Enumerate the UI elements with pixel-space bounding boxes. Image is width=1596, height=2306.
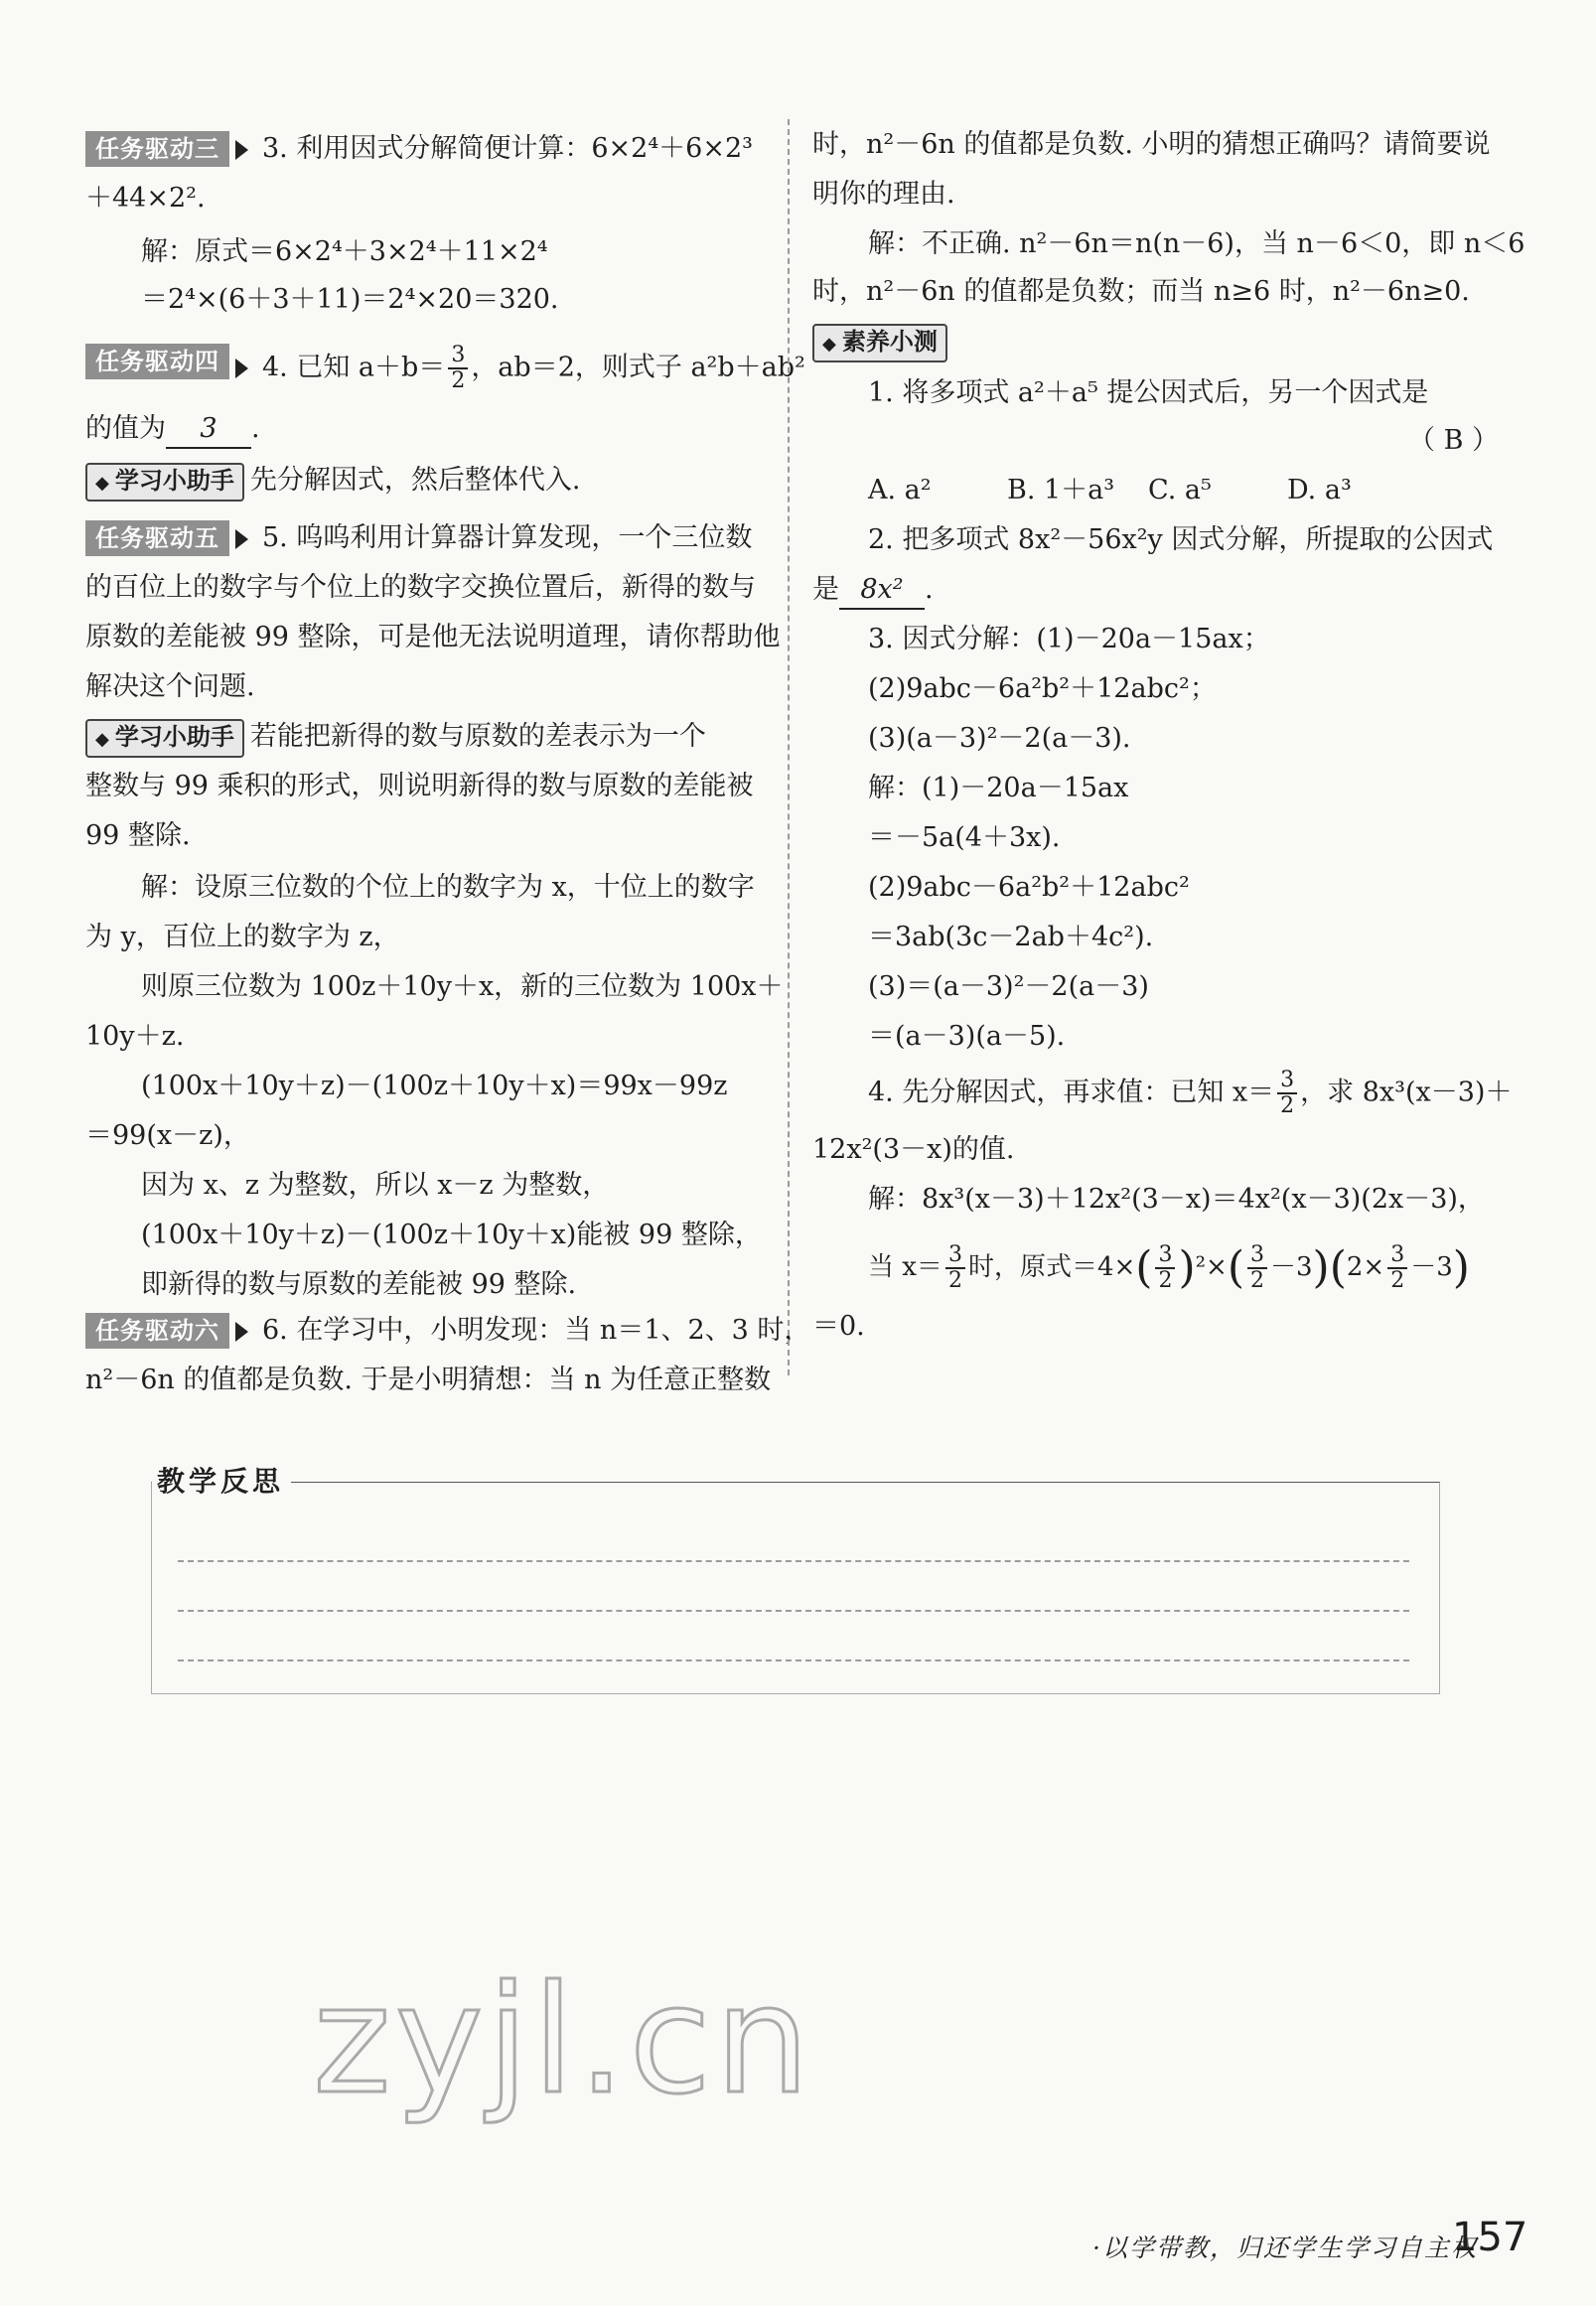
task5-helper-2: 整数与 99 乘积的形式，则说明新得的数与原数的差能被 xyxy=(85,771,754,801)
task5-solution-2: 为 y，百位上的数字为 z， xyxy=(85,922,400,952)
task6-line1: 任务驱动六 6. 在学习中，小明发现：当 n＝1、2、3 时， xyxy=(85,1313,810,1349)
quiz-header xyxy=(812,324,953,362)
quiz-q4-fraction: $\frac{3}{2}$ xyxy=(1277,1069,1297,1118)
quiz-q1-option-a: A. a² xyxy=(868,475,932,505)
footer-slogan: ·以学带教，归还学生学习自主权· xyxy=(1092,2234,1488,2262)
task3-tag: 任务驱动三 xyxy=(85,131,229,167)
quiz-q1-option-d: D. a³ xyxy=(1287,475,1352,505)
task5-solution-6: ＝99(x－z)， xyxy=(85,1120,250,1151)
quiz-q4-line2: 12x²(3－x)的值. xyxy=(812,1134,1015,1165)
task5-solution-4: 10y＋z. xyxy=(85,1021,185,1052)
task5-tag: 任务驱动五 xyxy=(85,520,229,556)
task4-line1: 任务驱动四 4. 已知 a＋b＝ $\frac{3}{2}$ ，ab＝2，则式子 a²b＋ab² xyxy=(85,344,805,393)
quiz-q3-line1: 3. 因式分解：(1)－20a－15ax； xyxy=(868,624,1270,654)
task4-line2: 的值为 3 . xyxy=(85,411,260,449)
task4-tag: 任务驱动四 xyxy=(85,344,229,379)
watermark: zyjl.cn xyxy=(313,1954,814,2127)
reflection-line xyxy=(178,1560,1409,1562)
task6-cont-line1: 时，n²－6n 的值都是负数. 小明的猜想正确吗？请简要说 xyxy=(812,129,1491,160)
quiz-badge: ◆ 素养小测 xyxy=(812,324,947,362)
task4-fraction: $\frac{3}{2}$ xyxy=(448,344,468,393)
quiz-q3-solution-6: ＝(a－3)(a－5). xyxy=(868,1021,1066,1052)
quiz-q4-solution-3: ＝0. xyxy=(812,1311,865,1342)
task5-solution-8: (100x＋10y＋z)－(100z＋10y＋x)能被 99 整除， xyxy=(141,1220,762,1250)
reflection-title: 教学反思 xyxy=(157,1465,285,1498)
task4-helper: ◆ 学习小助手 先分解因式，然后整体代入. xyxy=(85,463,580,502)
task5-helper-1: ◆ 学习小助手 若能把新得的数与原数的差表示为一个 xyxy=(85,719,706,758)
task5-helper-3: 99 整除. xyxy=(85,820,191,851)
quiz-q3-solution-2: ＝－5a(4＋3x). xyxy=(868,822,1061,853)
task4-answer: 3 xyxy=(166,411,251,449)
task5-line3: 原数的差能被 99 整除，可是他无法说明道理，请你帮助他 xyxy=(85,622,781,652)
task5-line2: 的百位上的数字与个位上的数字交换位置后，新得的数与 xyxy=(85,572,756,603)
diamond-icon: ◆ xyxy=(95,473,109,494)
quiz-q2-line1: 2. 把多项式 8x²－56x²y 因式分解，所提取的公因式 xyxy=(868,524,1494,555)
triangle-arrow-icon xyxy=(235,140,248,160)
task6-solution-1: 解：不正确. n²－6n＝n(n－6)，当 n－6＜0，即 n＜6 xyxy=(868,228,1525,259)
quiz-q2-line2: 是 8x² . xyxy=(812,572,934,610)
task5-line1: 任务驱动五 5. 呜呜利用计算器计算发现，一个三位数 xyxy=(85,520,752,556)
diamond-icon: ◆ xyxy=(95,729,109,750)
helper-badge: ◆ 学习小助手 xyxy=(85,719,244,758)
triangle-arrow-icon xyxy=(235,529,248,549)
quiz-q1: 1. 将多项式 a²＋a⁵ 提公因式后，另一个因式是 xyxy=(868,377,1429,408)
quiz-q3-line2: (2)9abc－6a²b²＋12abc²； xyxy=(868,673,1217,704)
quiz-q3-solution-3: (2)9abc－6a²b²＋12abc² xyxy=(868,872,1190,903)
task5-solution-9: 即新得的数与原数的差能被 99 整除. xyxy=(141,1269,577,1300)
quiz-q4-solution-1: 解：8x³(x－3)＋12x²(3－x)＝4x²(x－3)(2x－3)， xyxy=(868,1184,1485,1215)
task5-line4: 解决这个问题. xyxy=(85,671,255,702)
task6-solution-2: 时，n²－6n 的值都是负数；而当 n≥6 时，n²－6n≥0. xyxy=(812,276,1470,307)
task3-line1: 任务驱动三 3. 利用因式分解简便计算：6×2⁴＋6×2³ xyxy=(85,131,753,167)
quiz-q3-line3: (3)(a－3)²－2(a－3). xyxy=(868,723,1131,754)
page-number: 157 xyxy=(1452,2215,1528,2260)
column-divider xyxy=(788,119,790,1375)
reflection-line xyxy=(178,1659,1409,1661)
quiz-q1-option-c: C. a⁵ xyxy=(1148,475,1212,505)
task3-line2: ＋44×2². xyxy=(85,183,206,214)
task5-solution-3: 则原三位数为 100z＋10y＋x，新的三位数为 100x＋ xyxy=(141,971,784,1002)
quiz-q4-solution-2: 当 x＝ $\frac{3}{2}$ 时，原式＝4×( $\frac{3}{2}$ )²×( $\frac{3}{2}$ －3)(2× $\frac{3}{2}$ －3) xyxy=(868,1242,1470,1293)
task5-solution-7: 因为 x、z 为整数，所以 x－z 为整数， xyxy=(141,1170,610,1201)
triangle-arrow-icon xyxy=(235,359,248,378)
quiz-q1-answer: （ B ） xyxy=(1408,425,1500,456)
diamond-icon: ◆ xyxy=(822,334,836,355)
task6-tag: 任务驱动六 xyxy=(85,1313,229,1349)
task5-solution-1: 解：设原三位数的个位上的数字为 x，十位上的数字 xyxy=(141,872,755,903)
quiz-q3-solution-4: ＝3ab(3c－2ab＋4c²). xyxy=(868,922,1154,952)
helper-badge: ◆ 学习小助手 xyxy=(85,463,244,502)
task3-solution-2: ＝2⁴×(6＋3＋11)＝2⁴×20＝320. xyxy=(141,284,559,315)
reflection-box xyxy=(151,1482,1440,1694)
task3-solution-1: 解：原式＝6×2⁴＋3×2⁴＋11×2⁴ xyxy=(141,236,548,267)
triangle-arrow-icon xyxy=(235,1322,248,1342)
quiz-q3-solution-5: (3)＝(a－3)²－2(a－3) xyxy=(868,971,1149,1002)
quiz-q2-answer: 8x² xyxy=(839,572,925,610)
quiz-q1-option-b: B. 1＋a³ xyxy=(1007,475,1115,505)
quiz-q4-line1: 4. 先分解因式，再求值：已知 x＝ $\frac{3}{2}$ ，求 8x³(x－3)＋ xyxy=(868,1068,1513,1118)
quiz-q3-solution-1: 解：(1)－20a－15ax xyxy=(868,773,1129,803)
task6-line2: n²－6n 的值都是负数. 于是小明猜想：当 n 为任意正整数 xyxy=(85,1365,772,1395)
task6-cont-line2: 明你的理由. xyxy=(812,179,955,210)
task5-solution-5: (100x＋10y＋z)－(100z＋10y＋x)＝99x－99z xyxy=(141,1071,728,1101)
reflection-line xyxy=(178,1610,1409,1612)
